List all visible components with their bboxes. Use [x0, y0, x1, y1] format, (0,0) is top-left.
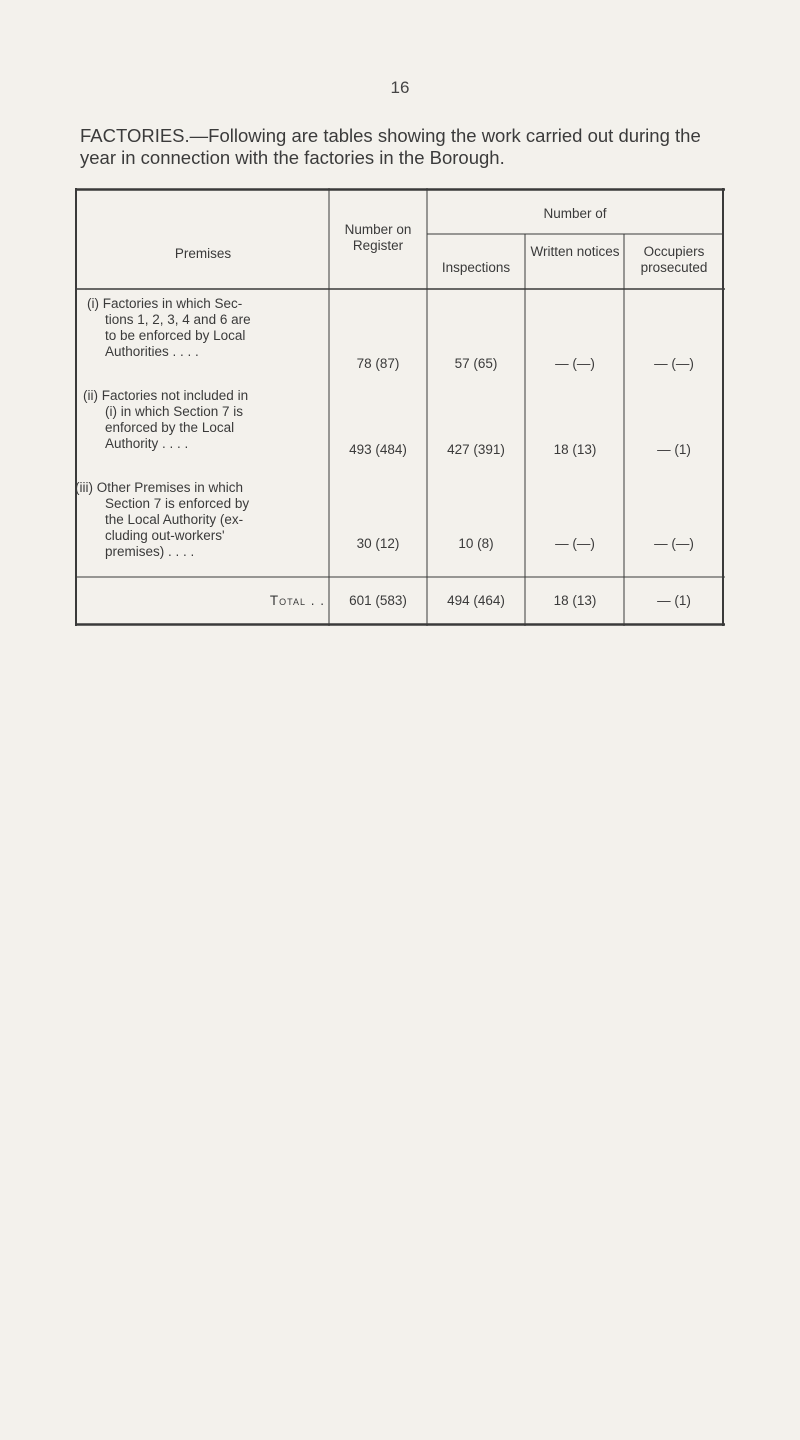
row-3-label-line: Section 7 is enforced by [105, 496, 250, 511]
row-1-label-line: Authorities . . . . [105, 344, 199, 359]
row-1-inspections: 57 (65) [454, 356, 498, 371]
total-notices: 18 (13) [553, 593, 597, 608]
row-3-label-line: premises) . . . . [105, 544, 195, 559]
row-3-label [75, 480, 327, 560]
row-2-notices: 18 (13) [553, 442, 597, 457]
row-3-notices: — (—) [555, 536, 595, 551]
row-2-inspections: 427 (391) [447, 442, 505, 457]
factories-table [75, 188, 725, 626]
total-label: Total . . [269, 593, 325, 608]
row-2-label [79, 388, 327, 452]
row-3-label-line: cluding out-workers' [105, 528, 225, 543]
header-premises: Premises [174, 246, 232, 261]
row-2-label-line: (i) in which Section 7 is [105, 404, 244, 419]
row-1-label-line: to be enforced by Local [105, 328, 246, 343]
row-2-label-line: (ii) Factories not included in [83, 388, 249, 403]
row-2-label-line: Authority . . . . [105, 436, 189, 451]
row-3-inspections: 10 (8) [458, 536, 494, 551]
header-number-of: Number of [543, 206, 607, 221]
row-2-register: 493 (484) [349, 442, 407, 457]
header-number-on-register: Number on Register [344, 222, 412, 253]
row-3-register: 30 (12) [356, 536, 400, 551]
header-written-notices: Written notices [530, 244, 620, 259]
row-2-prosecuted: — (1) [657, 442, 691, 457]
total-register: 601 (583) [349, 593, 407, 608]
total-inspections: 494 (464) [447, 593, 505, 608]
row-1-label-line: tions 1, 2, 3, 4 and 6 are [105, 312, 251, 327]
row-2-label-line: enforced by the Local [105, 420, 235, 435]
row-1-label-line: (i) Factories in which Sec- [87, 296, 243, 311]
row-1-prosecuted: — (—) [654, 356, 694, 371]
page-number: 16 [390, 78, 410, 97]
row-1-register: 78 (87) [356, 356, 400, 371]
row-3-label-line: the Local Authority (ex- [105, 512, 244, 527]
total-prosecuted: — (1) [657, 593, 691, 608]
intro-heading: FACTORIES. [80, 125, 190, 146]
row-1-notices: — (—) [555, 356, 595, 371]
row-3-prosecuted: — (—) [654, 536, 694, 551]
row-1-label [87, 296, 327, 360]
row-3-label-line: (iii) Other Premises in which [75, 480, 244, 495]
header-occupiers-prosecuted: Occupiers prosecuted [640, 244, 708, 275]
intro-paragraph [80, 125, 740, 169]
intro-text: —Following are tables showing the work carried out during the year in connection with the factories in the Borough. [80, 125, 701, 168]
header-inspections: Inspections [441, 260, 511, 275]
